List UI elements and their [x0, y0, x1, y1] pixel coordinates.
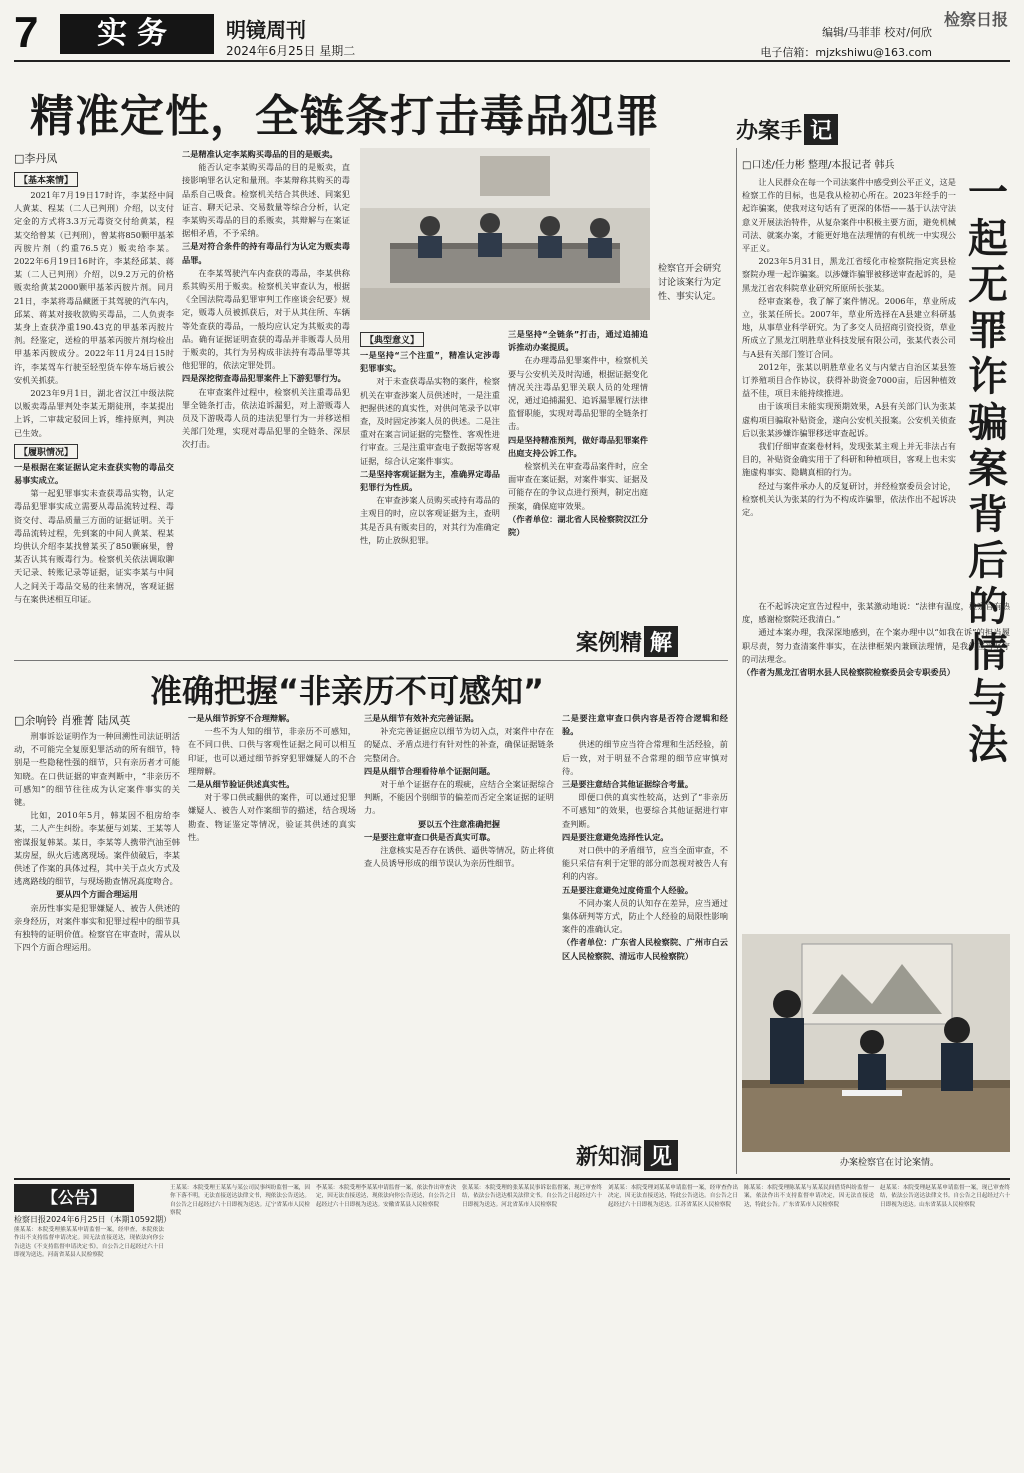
email-address: 电子信箱：mjzkshiwu@163.com [760, 46, 932, 59]
article3-byline: □口述/任力彬 整理/本报记者 韩兵 [742, 160, 895, 171]
article2-col3 [364, 712, 554, 1170]
editors-credit: 编辑/马菲菲 校对/何欣 [822, 26, 932, 39]
paragraph: 通过本案办理，我深深地感到，在个案办理中以“如我在诉”的担当履职尽责，努力查清案件事实，在法律框架内兼顾法理情，是我们应当坚守的司法理念。 [742, 627, 1010, 664]
paragraph: 第一起犯罪事实未查获毒品实物，认定毒品犯罪事实成立需要从毒品流转过程、毒资交付、毒品质量三方面的证据证明。关于毒品流转过程，先到案的中间人黄某、程某均供认介绍李某找曾某买了850颗麻果，曾某否认其有贩毒行为。检察机关依法调取聊天记录、转账记录等证据，证实李某与中间人之间关于毒品交易的往来情况，客观证据与在案供述相互印证。 [14, 488, 174, 604]
notice-rule [14, 1178, 1010, 1180]
divider [14, 660, 728, 661]
page-number: 7 [14, 8, 39, 57]
paragraph: 一些不为人知的细节，非亲历不可感知，在不同口供、口供与客观性证据之间可以相互印证，也可以通过细节拆穿犯罪嫌疑人的不合理辩解。 [188, 726, 356, 776]
article1-col3 [360, 328, 500, 653]
issue-date: 2024年6月25日 星期二 [226, 44, 356, 58]
column-badge-text: 新知洞 [576, 1145, 643, 1170]
subhead: 一是坚持“三个注重”，精准认定涉毒犯罪事实。 [360, 350, 500, 374]
paragraph: 对于单个证据存在的瑕疵，应结合全案证据综合判断，不能因个别细节的偏差而否定全案证据的证明力。 [364, 779, 554, 816]
paragraph: 由于该项目未能实现预期效果，A县有关部门认为张某虚构项目骗取补贴资金，遂向公安机关报案。公安机关侦查后以张某涉嫌诈骗罪移送审查起诉。 [742, 401, 956, 438]
paragraph: 在审查涉案人员购买或持有毒品的主观目的时，应以客观证据为主，查明其是否具有贩卖目的，对其行为准确定性，防止放纵犯罪。 [360, 495, 500, 545]
notice-column: 熊某某：本院受理熊某某申请监督一案，经审查，本院依法作出不支持监督申请决定。因无法直接送达，现依法向你公告送达《不支持监督申请决定书》，自公告之日起经过六十日即视为送达。河南省某县人民检察院 [14, 1227, 164, 1259]
subhead: 五是要注意避免过度倚重个人经验。 [562, 884, 694, 895]
column-badge-flag: 见 [644, 1140, 678, 1171]
masthead [0, 0, 1024, 64]
subhead: 三是对符合条件的持有毒品行为认定为贩卖毒品罪。 [182, 241, 350, 265]
paragraph: 2023年9月1日，湖北省汉江中级法院以贩卖毒品罪判处李某无期徒刑，李某提出上诉，二审裁定驳回上诉，维持原判，判决已生效。 [14, 388, 174, 438]
paragraph: 在李某驾驶汽车内查获的毒品，李某供称系其购买用于贩卖。检察机关审查认为，根据《全国法院毒品犯罪审判工作座谈会纪要》规定，贩毒人员被抓获后，对于从其住所、车辆等处查获的毒品，一般均应认定为其贩卖的毒品。确有证据证明查获的毒品并非贩毒人员用于贩卖的，其行为另构成非法持有毒品罪等其他犯罪的，依法定罪处罚。 [182, 267, 350, 371]
paragraph: 经审查案卷，我了解了案件情况。2006年，草业所成立，张某任所长。2007年，草业所选择在A县建立科研基地，从事草业科学研究。为了多交人员招商引资投资，草业所成立了黑龙江明胜草业科技发展有限公司，张某代表公司与A县有关部门签订合同。 [742, 295, 956, 359]
paragraph: 2023年5月31日，黑龙江省绥化市检察院指定宾县检察院办理一起诈骗案。以涉嫌诈骗罪被移送审查起诉的，是黑龙江省农科院草业研究所原所长张某。 [742, 256, 956, 293]
column-divider [736, 148, 737, 1174]
subhead: 三是从细节有效补充完善证据。 [364, 713, 479, 723]
subhead: 要以五个注意准确把握 [418, 818, 500, 829]
office-photo-caption: 办案检察官在讨论案情。 [840, 1158, 940, 1168]
section-label: 【履职情况】 [14, 444, 78, 459]
brand-stamp-logo: 检察日报 [944, 10, 1009, 29]
header-rule [14, 60, 1010, 62]
article1-col1 [14, 168, 174, 653]
subhead: 一是要注意审查口供是否真实可靠。 [364, 831, 496, 842]
paragraph: 检察机关在审查毒品案件时，应全面审查在案证据，对案件事实、证据及可能存在的争议点进行预判，制定出庭预案，确保庭审效果。 [508, 461, 648, 511]
subhead: 二是要注意审查口供内容是否符合逻辑和经验。 [562, 713, 728, 737]
section-title: 实务 [60, 14, 214, 54]
author-unit: （作者单位：湖北省人民检察院汉江分院） [508, 513, 648, 538]
column-badge-text: 办案手 [736, 119, 803, 144]
paragraph: 在不起诉决定宣告过程中，张某激动地说：“法律有温度，检察官有热度，感谢检察院还我清白。” [742, 601, 1010, 625]
paper-name: 明镜周刊 [226, 18, 306, 42]
paragraph: 刑事诉讼证明作为一种回溯性司法证明活动，不可能完全复原犯罪活动的所有细节，特别是一些隐秘性强的细节，只有亲历者才可能知晓。在口供证据的审查判断中，“非亲历不可感知”的细节往往成为认定案件事实的关键。 [14, 731, 180, 808]
meeting-photo-caption: 检察官开会研究讨论该案行为定性、事实认定。 [658, 264, 722, 302]
paragraph: 在办理毒品犯罪案件中，检察机关要与公安机关及时沟通，根据证据变化情况关注毒品犯罪关联人员的处理情况，通过追捕漏犯、追诉漏罪履行法律监督职能，实现对毒品犯罪的全链条打击。 [508, 355, 648, 432]
article3-col2 [742, 600, 1010, 925]
paragraph: 对口供中的矛盾细节，应当全面审查，不能只采信有利于定罪的部分而忽视对被告人有利的内容。 [562, 845, 728, 882]
notice-column: 王某某：本院受理王某某与某公司民事纠纷监督一案，因你下落不明，无法直接送达法律文书，现依法公告送达。自公告之日起经过六十日即视为送达。辽宁省某市人民检察院 [170, 1185, 310, 1217]
paragraph: 2021年7月19日17时许，李某经中间人黄某、程某（二人已判刑）介绍，以支付定金的方式将3.3万元毒资交付给黄某，程某交给曾某（已判刑），曾某将850颗甲基苯丙胺片剂（约重76.5克）贩卖给李某。2022年6月19日16时许，李某经邱某、蒋某（二人已判刑）介绍，以9.2万元的价格贩卖给黄某2000颗甲基苯丙胺片剂。同月21日，李某将毒品藏匿于其驾驶的汽车内，邱某、蒋某对接收款购买毒品，二人负责李某身上查获净重190.43克的甲基苯丙胺片剂。经鉴定，送检的甲基苯丙胺片剂均检出甲基苯丙胺成分。2022年11月24日15时许，李某驾车行驶至轻型货车停车场后被公安机关抓获。 [14, 190, 174, 385]
column-badge-case-notes [736, 114, 838, 145]
section-label: 【典型意义】 [360, 332, 424, 347]
meeting-photo-image [360, 148, 650, 320]
paragraph: 即便口供的真实性较高，达到了“非亲历不可感知”的效果，也要综合其他证据进行审查判断。 [562, 792, 728, 829]
article1-col4 [508, 328, 648, 628]
paragraph: 在审查案件过程中，检察机关注重毒品犯罪全链条打击，依法追诉漏犯，对上游贩毒人员及下游吸毒人员的违法犯罪行为一并移送相关部门处理，实现对毒品犯罪的全链条、深层次打击。 [182, 386, 350, 450]
article2-headline: 准确把握“非亲历不可感知” [150, 672, 545, 710]
subhead: 四是深挖彻查毒品犯罪案件上下游犯罪行为。 [182, 373, 346, 384]
paragraph: 不同办案人员的认知存在差异，应当通过集体研判等方式，防止个人经验的局限性影响案件的准确认定。 [562, 897, 728, 935]
article2-byline: □余响铃 肖雅菁 陆凤英 [14, 714, 131, 727]
notice-subtitle: 检察日报2024年6月25日（本期10592期） [14, 1215, 172, 1224]
article2-col2 [188, 712, 356, 1170]
paragraph: 我们仔细审查案卷材料，发现张某主观上并无非法占有目的，补贴资金确实用于了科研和种植项目，客观上也未实施虚构事实、隐瞒真相的行为。 [742, 441, 956, 478]
column-badge-new-insights [576, 1140, 678, 1171]
article1-headline: 精准定性，全链条打击毒品犯罪 [30, 91, 660, 142]
section-label: 【基本案情】 [14, 172, 78, 187]
subhead: 四是从细节合理看待单个证据问题。 [364, 765, 496, 776]
meeting-photo [360, 148, 650, 320]
notice-title: 【公告】 [14, 1184, 134, 1212]
office-photo-image [742, 934, 1010, 1152]
article3-vertical-title: 一起无罪诈骗案背后的情与法 [968, 170, 1008, 768]
notice-column: 刘某某：本院受理刘某某申请监督一案，经审查作出决定，因无法直接送达，特此公告送达。自公告之日起经过六十日即视为送达。江苏省某区人民检察院 [608, 1185, 738, 1208]
article2-col1 [14, 730, 180, 1170]
notice-column: 张某某：本院受理的张某某民事诉讼监督案，现已审查终结，依法公告送达相关法律文书。自公告之日起经过六十日即视为送达。河北省某市人民检察院 [462, 1185, 602, 1208]
paragraph: 能否认定李某购买毒品的目的是贩卖，直接影响罪名认定和量刑。李某辩称其购买的毒品系自己吸食。检察机关结合其供述、同案犯证言、聊天记录、交易数量等综合分析，认定李某购买毒品的目的系贩卖，其辩解与在案证据相矛盾，不予采纳。 [182, 162, 350, 239]
article1-byline: □李丹凤 [14, 152, 58, 165]
paragraph: 补充完善证据应以细节为切入点，对案件中存在的疑点、矛盾点进行有针对性的补查，确保证据链条完整闭合。 [364, 726, 554, 763]
subhead: 一是根据在案证据认定未查获实物的毒品交易事实成立。 [14, 461, 174, 486]
paragraph: 对于未查获毒品实物的案件，检察机关在审查涉案人员供述时，一是注重把握供述的真实性，对供问笔录予以审查，及时固定涉案人员的供述。二是注重对在案言词证据的完整性、客观性进行审查。三是注重审查电子数据等客观证据，综合认定案件事实。 [360, 376, 500, 466]
paragraph: 对于零口供或翻供的案件，可以通过犯罪嫌疑人、被告人对作案细节的描述，结合现场勘查、物证鉴定等情况，验证其供述的真实性。 [188, 792, 356, 842]
notice-column: 陈某某：本院受理陈某某与某某民间借贷纠纷监督一案，依法作出不支持监督申请决定，因无法直接送达，特此公告。广东省某市人民检察院 [744, 1185, 874, 1208]
author-unit: （作者单位：广东省人民检察院、广州市白云区人民检察院、清远市人民检察院） [562, 937, 728, 961]
paragraph: 比如，2010年5月，韩某因不租房给李某，二人产生纠纷。李某便与刘某、王某等人密谋报复韩某。某日，李某等人携带汽油至韩某房屋，纵火后逃离现场。案件侦破后，李某供述了作案的具体过程，其中关于点火方式及逃离路线的细节，与现场勘查情况高度吻合。 [14, 810, 180, 887]
column-badge-text: 案例精 [576, 631, 643, 656]
notice-column: 赵某某：本院受理赵某某申请监督一案，现已审查终结，依法公告送达法律文书。自公告之日起经过六十日即视为送达。山东省某县人民检察院 [880, 1185, 1010, 1208]
column-badge-flag: 解 [644, 626, 678, 657]
paragraph: 注意核实是否存在诱供、逼供等情况，防止将侦查人员诱导形成的细节误认为亲历性细节。 [364, 845, 554, 869]
paragraph: 供述的细节应当符合常理和生活经验，前后一致，对于明显不合常理的细节应审慎对待。 [562, 739, 728, 776]
paragraph: 经过与案件承办人的反复研讨，并经检察委员会讨论，检察机关认为张某的行为不构成诈骗罪，依法作出不起诉决定。 [742, 480, 956, 518]
column-badge-flag: 记 [804, 114, 838, 145]
subhead: 二是精准认定李某购买毒品的目的是贩卖。 [182, 149, 338, 159]
subhead: 一是从细节拆穿不合理辩解。 [188, 713, 295, 723]
paragraph: 2012年，张某以明胜草业名义与内蒙古自治区某县签订养殖项目合作协议，获得补助资金7000亩，后因种植效益不佳，项目未能持续推进。 [742, 361, 956, 399]
subhead: 四是坚持精准预判，做好毒品犯罪案件出庭支持公诉工作。 [508, 434, 648, 458]
notice-column: 李某某：本院受理李某某申请监督一案，依法作出审查决定，因无法直接送达，现依法向你公告送达，自公告之日起经过六十日即视为送达。安徽省某县人民检察院 [316, 1185, 456, 1208]
subhead: 三是坚持“全链条”打击，通过追捕追诉推动办案提质。 [508, 329, 648, 353]
paragraph: 亲历性事实是犯罪嫌疑人、被告人供述的亲身经历，对案件事实和犯罪过程中的细节具有独特的证明价值。检察官在审查时，需从以下四个方面合理运用。 [14, 902, 180, 953]
subhead: 二是从细节验证供述真实性。 [188, 779, 295, 790]
office-photo [742, 934, 1010, 1152]
column-badge-case-analysis [576, 626, 678, 657]
article2-col4 [562, 712, 728, 1142]
subhead: 要从四个方面合理运用 [56, 889, 138, 900]
article1-col2 [182, 148, 350, 653]
subhead: 二是坚持客观证据为主，准确界定毒品犯罪行为性质。 [360, 468, 500, 493]
subhead: 四是要注意避免选择性认定。 [562, 831, 669, 842]
author-unit: （作者为黑龙江省明水县人民检察院检察委员会专职委员） [742, 667, 955, 678]
paragraph: 让人民群众在每一个司法案件中感受到公平正义，这是检察工作的目标，也是我从检初心所在。2023年经手的一起诈骗案，使我对这句话有了更深的体悟——基于认法守法意义开展法治特件，从复杂案件中积极主要方面，避免机械司法、就案办案，才能更好地在法理情的有机统一中实现公平正义。 [742, 177, 956, 254]
subhead: 三是要注意结合其他证据综合考量。 [562, 779, 694, 790]
